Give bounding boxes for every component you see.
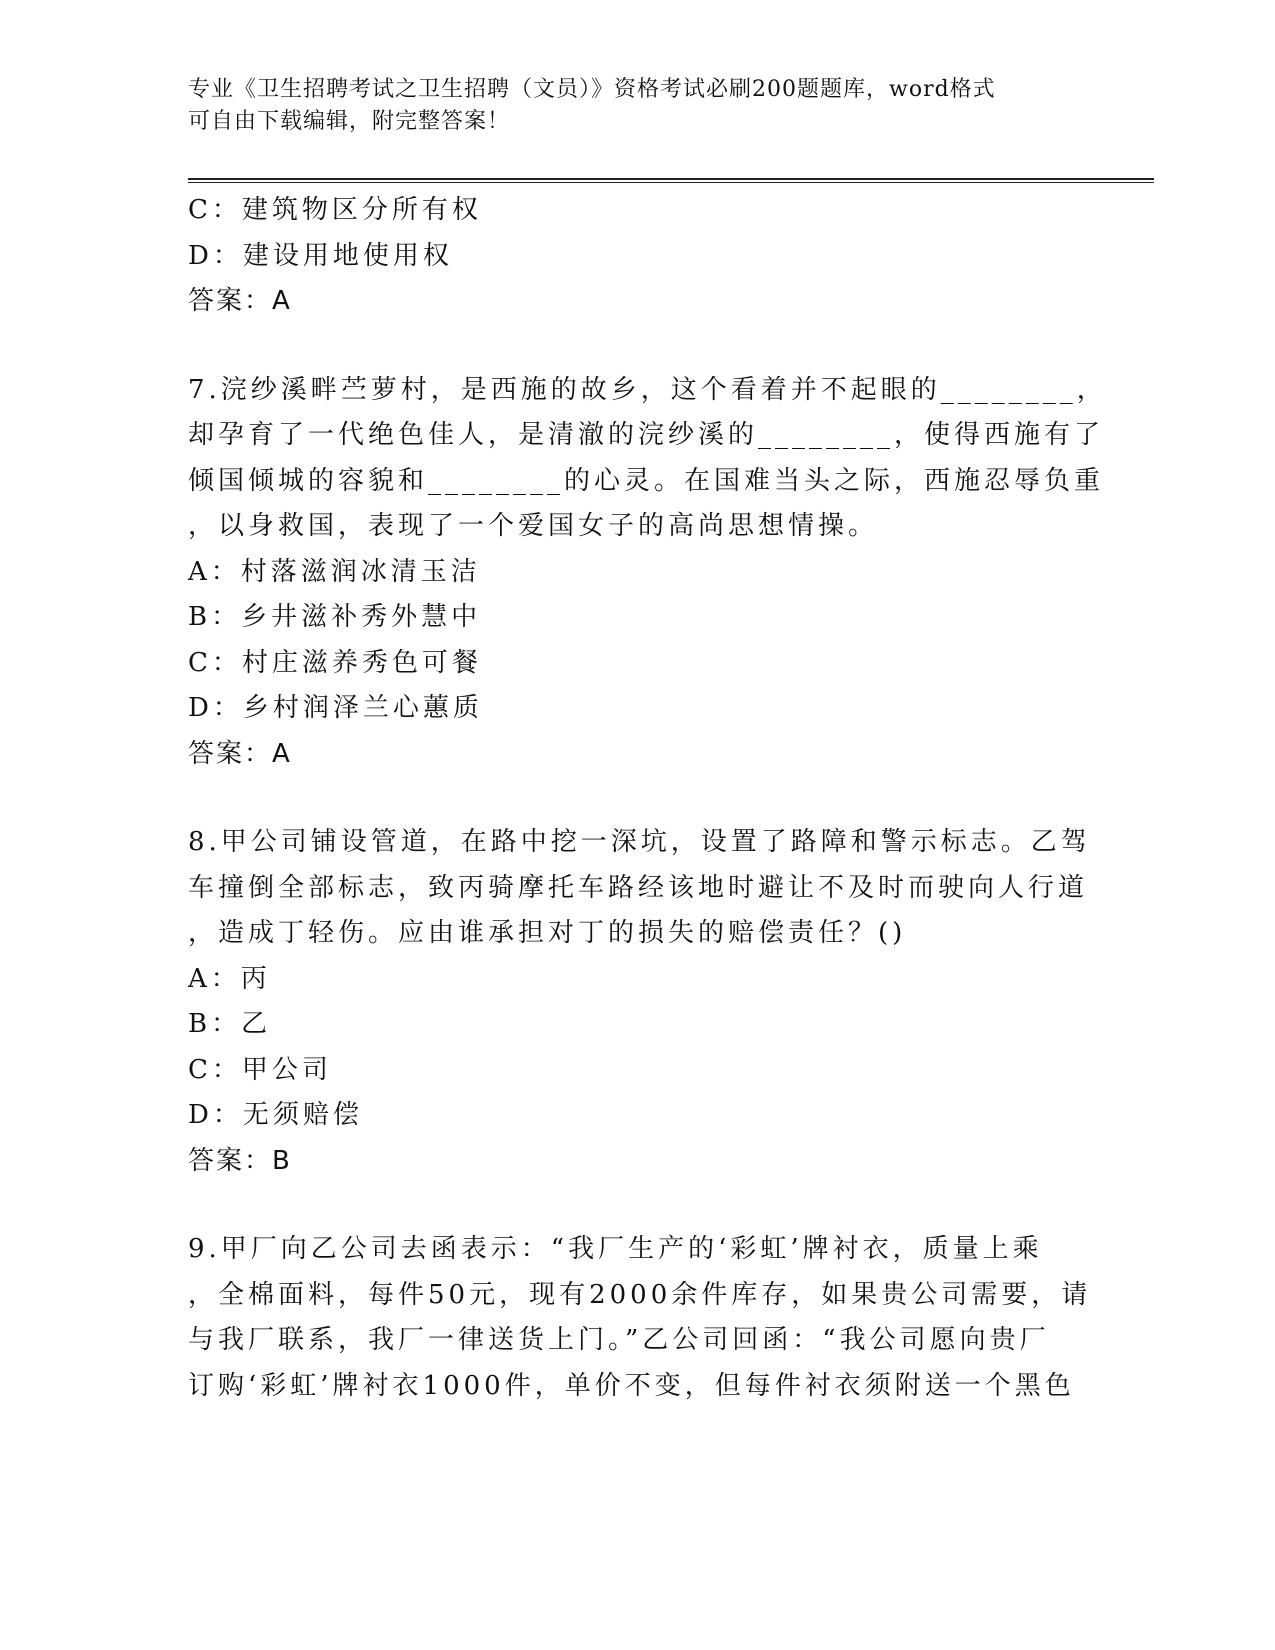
q7-stem-line: 却孕育了一代绝色佳人，是清澈的浣纱溪的________，使得西施有了: [188, 420, 1105, 450]
q6-option-c: C：建筑物区分所有权: [188, 195, 482, 225]
q8-stem-line: ，造成丁轻伤。应由谁承担对丁的损失的赔偿责任？(): [188, 918, 907, 948]
q6-option-d: D：建设用地使用权: [188, 240, 453, 271]
q7-option-a: A：村落滋润冰清玉洁: [188, 556, 481, 587]
q7-option-c: C：村庄滋养秀色可餐: [188, 647, 482, 678]
q9-stem-line: 订购‘彩虹’牌衬衣1000件，单价不变，但每件衬衣须附送一个黑色: [188, 1370, 1075, 1401]
q8-answer: 答案：B: [188, 1145, 292, 1176]
q8-option-d: D：无须赔偿: [188, 1100, 363, 1130]
header-line-1: 专业《卫生招聘考试之卫生招聘（文员）》资格考试必刷200题题库，word格式: [188, 77, 996, 102]
question-9: [188, 1227, 1092, 1409]
q8-stem-line: 8.甲公司铺设管道，在路中挖一深坑，设置了路障和警示标志。乙驾: [188, 827, 1091, 857]
spacer: [188, 325, 1088, 368]
spacer: [188, 1184, 1088, 1227]
header-line-2: 可自由下载编辑，附完整答案！: [188, 109, 511, 134]
header-divider: [188, 178, 1154, 183]
question-8: [188, 820, 1091, 1184]
q8-option-c: C：甲公司: [188, 1054, 332, 1085]
q7-answer: 答案：A: [188, 738, 292, 769]
question-7: [188, 368, 1107, 778]
document-body: [188, 188, 1107, 1409]
q8-option-a: A：丙: [188, 963, 271, 994]
q7-option-b: B：乡井滋补秀外慧中: [188, 602, 482, 632]
q9-stem-line: ，全棉面料，每件50元，现有2000余件库存，如果贵公司需要，请: [188, 1279, 1092, 1310]
q7-stem-line: 倾国倾城的容貌和________的心灵。在国难当头之际，西施忍辱负重: [188, 465, 1105, 496]
q9-stem-line: 9.甲厂向乙公司去函表示：“我厂生产的‘彩虹’牌衬衣，质量上乘: [188, 1234, 1043, 1264]
q7-option-d: D：乡村润泽兰心蕙质: [188, 693, 483, 723]
q7-stem-line: 7.浣纱溪畔苎萝村，是西施的故乡，这个看着并不起眼的________，: [188, 374, 1107, 405]
q8-option-b: B：乙: [188, 1009, 272, 1039]
q8-stem-line: 车撞倒全部标志，致丙骑摩托车路经该地时避让不及时而驶向人行道: [188, 872, 1089, 903]
q6-answer: 答案：A: [188, 286, 292, 316]
q9-stem-line: 与我厂联系，我厂一律送货上门。”乙公司回函：“我公司愿向贵厂: [188, 1325, 1050, 1355]
page-header: [188, 74, 1068, 138]
spacer: [188, 777, 1088, 820]
q7-stem-line: ，以身救国，表现了一个爱国女子的高尚思想情操。: [188, 511, 879, 541]
question-6-tail: [188, 188, 1088, 325]
